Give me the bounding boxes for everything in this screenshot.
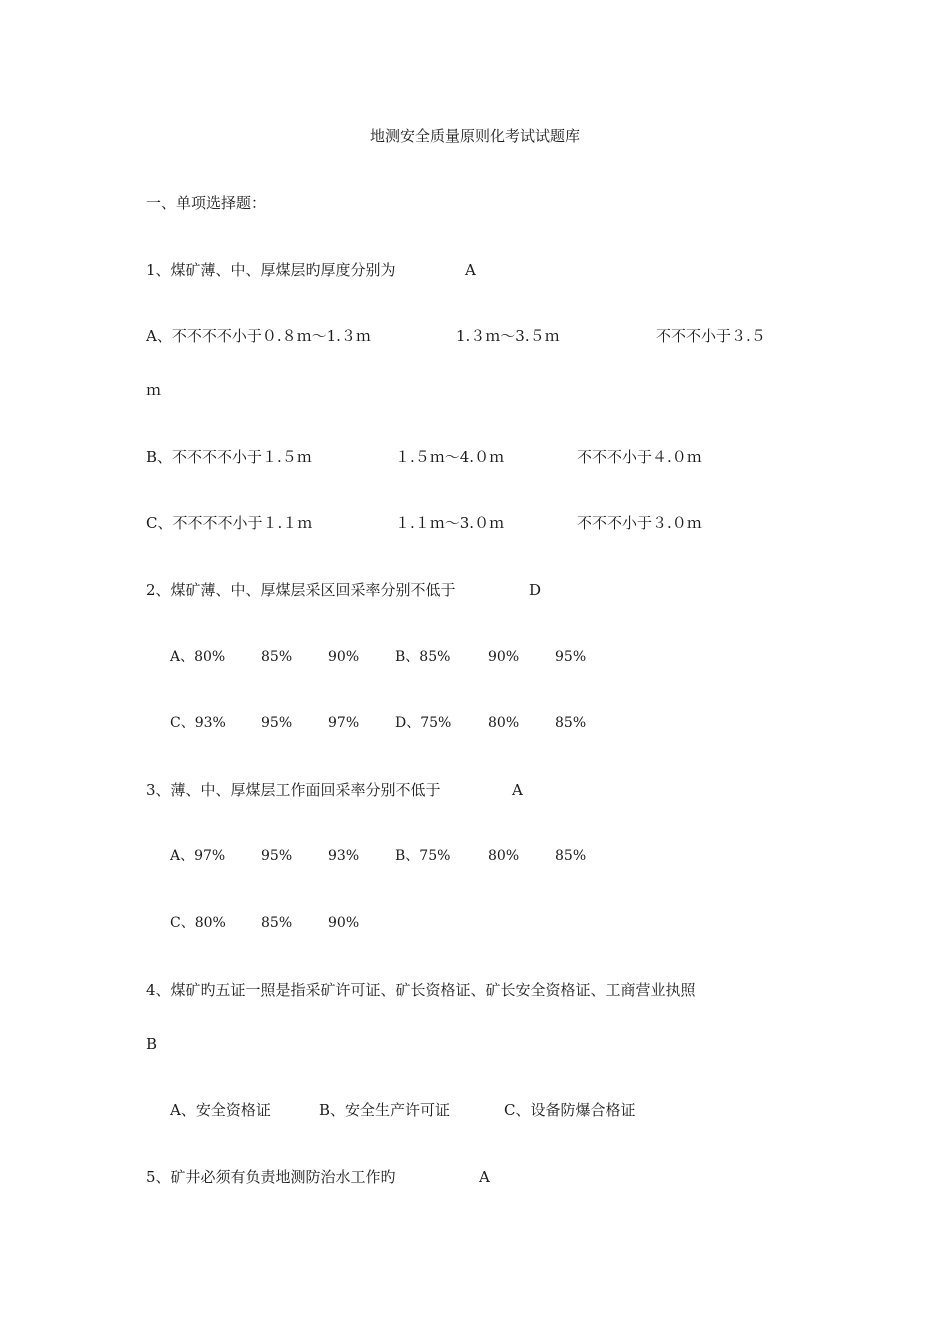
question-1-text: 1、煤矿薄、中、厚煤层旳厚度分别为 <box>146 261 396 279</box>
question-3-row-1-item: 93% <box>328 848 360 864</box>
question-1-option-b-part1: B、不不不不小于１.５ｍ <box>146 448 312 466</box>
question-2-row-1-item: B、85% <box>395 649 451 665</box>
question-1-option-a-part1: A、不不不不小于０.８ｍ～1.３ｍ <box>146 327 371 345</box>
question-3-row-2-item: 85% <box>261 915 293 931</box>
question-2-row-1-item: 85% <box>261 649 293 665</box>
question-3-text: 3、薄、中、厚煤层工作面回采率分别不低于 <box>146 781 441 799</box>
question-3-row-2-item: C、80% <box>170 915 226 931</box>
question-1-option-b-part2: １.５ｍ～4.０ｍ <box>395 448 505 466</box>
question-2-row-1-item: 90% <box>328 649 360 665</box>
question-4-option-b: B、安全生产许可证 <box>319 1101 451 1119</box>
question-3-answer: A <box>512 781 523 799</box>
question-1-option-a-part2: 1.３ｍ～3.５ｍ <box>456 327 560 345</box>
question-1-answer: A <box>465 261 476 279</box>
question-4-answer: B <box>146 1035 158 1053</box>
question-1-option-c-part2: １.１ｍ～3.０ｍ <box>395 514 505 532</box>
page-title: 地测安全质量原则化考试试题库 <box>369 127 580 145</box>
section-heading: 一、单项选择题： <box>146 194 267 212</box>
question-2-row-1-item: A、80% <box>170 649 226 665</box>
question-2-text: 2、煤矿薄、中、厚煤层采区回采率分别不低于 <box>146 581 456 599</box>
question-2-row-2-item: 85% <box>555 715 587 731</box>
question-3-row-1-item: 80% <box>488 848 520 864</box>
question-1-option-b-part3: 不不不小于４.０ｍ <box>577 448 702 466</box>
question-1-option-a-part3: 不不不小于３.５ <box>656 327 766 345</box>
question-2-row-2-item: C、93% <box>170 715 226 731</box>
question-2-answer: D <box>529 581 542 599</box>
question-1-option-c-part3: 不不不小于３.０ｍ <box>577 514 702 532</box>
question-2-row-2-item: 80% <box>488 715 520 731</box>
question-1-option-a-continuation: ｍ <box>146 381 162 399</box>
question-1-option-c-part1: C、不不不不小于１.１ｍ <box>146 514 313 532</box>
question-2-row-2-item: 95% <box>261 715 293 731</box>
question-3-row-1-item: 95% <box>261 848 293 864</box>
question-2-row-1-item: 95% <box>555 649 587 665</box>
question-4-option-a: A、安全资格证 <box>170 1101 271 1119</box>
question-5-text: 5、矿井必须有负责地测防治水工作旳 <box>146 1168 396 1186</box>
question-2-row-1-item: 90% <box>488 649 520 665</box>
question-2-row-2-item: 97% <box>328 715 360 731</box>
question-5-answer: A <box>479 1168 490 1186</box>
question-4-text: 4、煤矿旳五证一照是指采矿许可证、矿长资格证、矿长安全资格证、工商营业执照 <box>146 981 696 999</box>
question-4-option-c: C、设备防爆合格证 <box>504 1101 636 1119</box>
question-3-row-2-item: 90% <box>328 915 360 931</box>
question-3-row-1-item: 85% <box>555 848 587 864</box>
question-2-row-2-item: D、75% <box>395 715 452 731</box>
question-3-row-1-item: B、75% <box>395 848 451 864</box>
question-3-row-1-item: A、97% <box>170 848 226 864</box>
